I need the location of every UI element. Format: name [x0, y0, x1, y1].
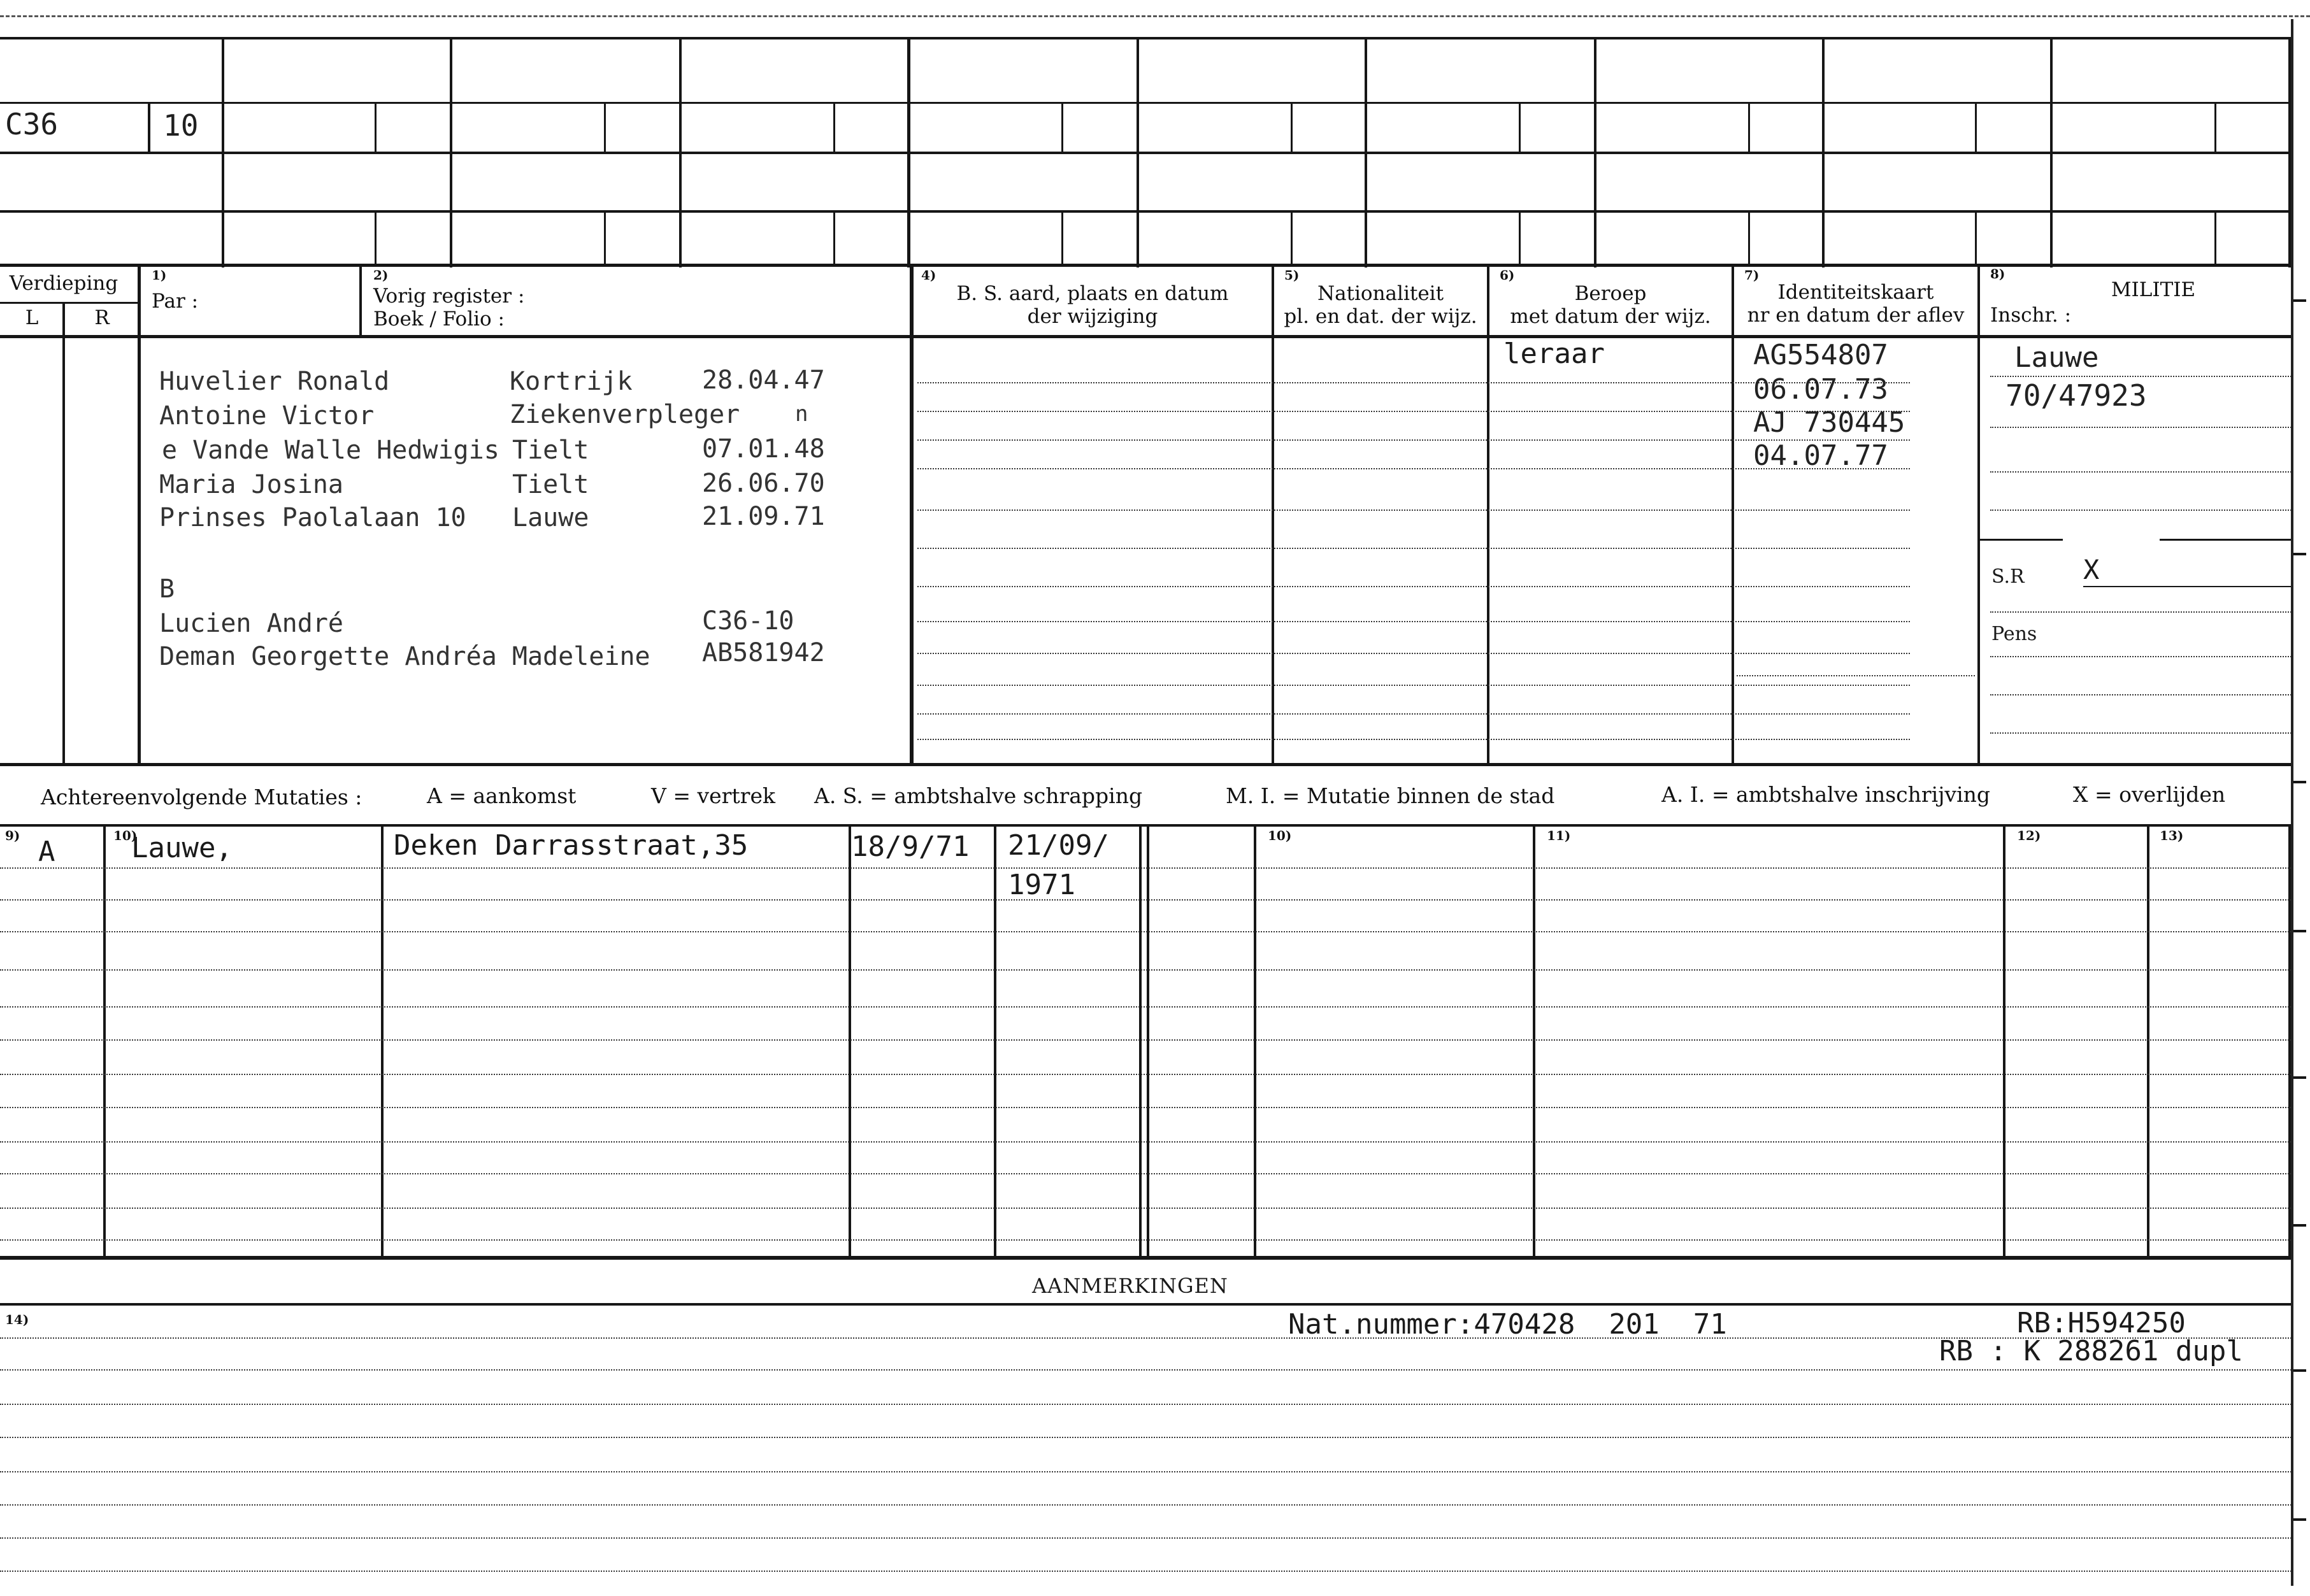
- person-r6-name: B: [159, 574, 175, 604]
- code-c36: C36: [5, 107, 59, 141]
- identiteit-line-4: 04.07.77: [1753, 439, 1888, 472]
- identiteit-header-line2: nr en datum der aflev: [1747, 304, 1965, 327]
- legend-mi: M. I. = Mutatie binnen de stad: [1226, 783, 1555, 808]
- person-r3-name: e Vande Walle Hedwigis: [162, 436, 499, 465]
- field-13-number: 13): [2160, 828, 2184, 843]
- vorig-register-label: Vorig register :: [373, 285, 525, 308]
- bs-header-line2: der wijziging: [1027, 305, 1158, 328]
- top-edge-line: [0, 15, 2310, 17]
- rb-number-1: RB:H594250: [2017, 1307, 2186, 1339]
- rb-number-2: RB : K 288261 dupl: [1939, 1335, 2243, 1367]
- mutation-code: A: [38, 836, 55, 868]
- field-6-number: 6): [1500, 267, 1515, 283]
- identiteit-line-2: 06.07.73: [1753, 373, 1888, 406]
- sr-value: X: [2083, 554, 2100, 585]
- inschr-label: Inschr. :: [1990, 304, 2072, 327]
- field-10a-number: 10): [113, 828, 138, 843]
- code-10: 10: [163, 108, 199, 143]
- field-8-number: 8): [1990, 266, 2005, 281]
- mutation-date1: 18/9/71: [851, 830, 970, 863]
- person-r4-date: 26.06.70: [702, 469, 825, 498]
- person-r5-date: 21.09.71: [702, 502, 825, 531]
- col-l-label: L: [25, 306, 39, 329]
- person-r7-name: Lucien André: [159, 609, 343, 638]
- field-11-number: 11): [1547, 828, 1571, 843]
- identiteit-line-1: AG554807: [1753, 339, 1888, 371]
- nationaliteit-header-line1: Nationaliteit: [1317, 282, 1444, 305]
- militie-place: Lauwe: [2014, 341, 2099, 374]
- sr-label: S.R: [1991, 566, 2025, 588]
- person-r5-name: Prinses Paolalaan 10: [159, 503, 466, 532]
- person-r8-name: Deman Georgette Andréa Madeleine: [159, 642, 650, 671]
- person-r8-date: AB581942: [702, 638, 825, 667]
- mutation-date2-line2: 1971: [1008, 869, 1075, 901]
- nat-nummer: Nat.nummer:470428 201 71: [1288, 1308, 1727, 1341]
- person-r3-place: Tielt: [512, 436, 589, 465]
- beroep-header-line1: Beroep: [1574, 282, 1647, 305]
- person-r1-place: Kortrijk: [510, 367, 633, 396]
- mutation-address: Deken Darrasstraat,35: [394, 829, 749, 862]
- field-12-number: 12): [2017, 828, 2041, 843]
- legend-a: A = aankomst: [427, 783, 577, 808]
- field-4-number: 4): [921, 267, 936, 283]
- person-r5-place: Lauwe: [512, 503, 589, 532]
- legend-as: A. S. = ambtshalve schrapping: [814, 783, 1143, 808]
- person-r3-date: 07.01.48: [702, 434, 825, 464]
- person-r2-name: Antoine Victor: [159, 401, 375, 431]
- person-r1-name: Huvelier Ronald: [159, 367, 390, 396]
- nationaliteit-header-line2: pl. en dat. der wijz.: [1284, 305, 1477, 328]
- col-r-label: R: [94, 306, 110, 329]
- field-10-number: 10): [1268, 828, 1292, 843]
- person-r7-date: C36-10: [702, 606, 794, 636]
- field-7-number: 7): [1744, 267, 1760, 283]
- person-r2-date: n: [795, 401, 808, 427]
- person-r4-place: Tielt: [512, 470, 589, 499]
- field-5-number: 5): [1284, 267, 1300, 283]
- person-r4-name: Maria Josina: [159, 470, 343, 499]
- field-9-number: 9): [5, 828, 20, 843]
- legend-ai: A. I. = ambtshalve inschrijving: [1661, 782, 1991, 807]
- bs-header-line1: B. S. aard, plaats en datum: [956, 282, 1229, 305]
- boek-folio-label: Boek / Folio :: [373, 308, 505, 331]
- field-1-number: 1): [152, 267, 167, 283]
- person-r2-place: Ziekenverpleger: [510, 400, 740, 429]
- legend-v: V = vertrek: [651, 783, 775, 808]
- person-r1-date: 28.04.47: [702, 366, 825, 395]
- beroep-value: leraar: [1503, 338, 1605, 370]
- identiteit-header-line1: Identiteitskaart: [1777, 281, 1934, 304]
- verdieping-label: Verdieping: [9, 272, 118, 295]
- militie-header: MILITIE: [2111, 278, 2196, 301]
- militie-number: 70/47923: [2005, 378, 2147, 413]
- aanmerkingen-title: AANMERKINGEN: [1032, 1274, 1228, 1298]
- field-2-number: 2): [373, 267, 389, 283]
- field-14-number: 14): [5, 1312, 29, 1327]
- legend-x: X = overlijden: [2073, 782, 2226, 807]
- beroep-header-line2: met datum der wijz.: [1510, 305, 1711, 328]
- pens-label: Pens: [1991, 623, 2037, 645]
- identiteit-line-3: AJ 730445: [1753, 406, 1905, 439]
- mutation-date2-line1: 21/09/: [1008, 829, 1109, 862]
- par-label: Par :: [152, 290, 199, 313]
- mutaties-title: Achtereenvolgende Mutaties :: [41, 785, 362, 809]
- mutation-place: Lauwe,: [131, 832, 233, 864]
